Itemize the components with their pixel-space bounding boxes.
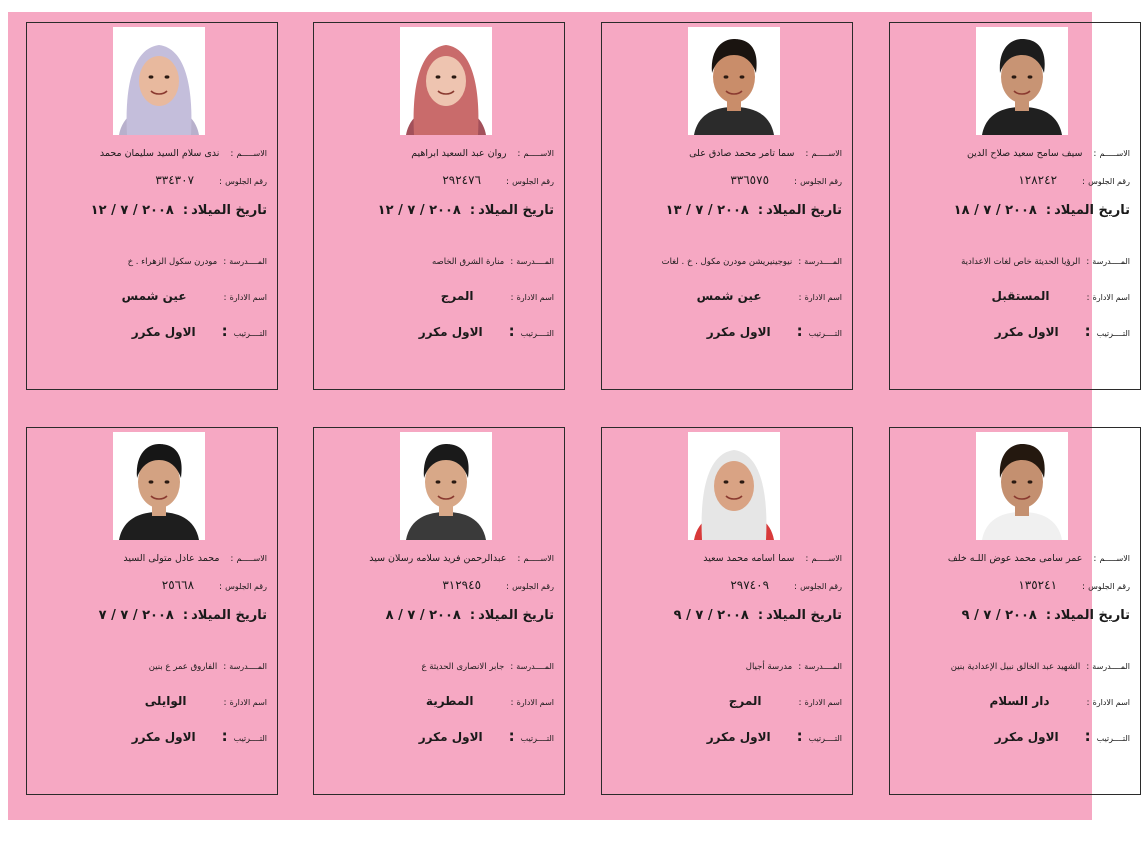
birth-date: ٢٠٠٨ / ٧ / ٩ [961, 608, 1037, 623]
rank-label: التــــرتيب [808, 734, 842, 743]
school-name: نيوجينيريشن مودرن مكول . خ . لغات [661, 257, 793, 267]
student-card-7 [313, 427, 565, 795]
seat-number: ١٣٥٢٤١ [1018, 578, 1058, 592]
portrait-graphic [400, 432, 492, 540]
birth-date: ٢٠٠٨ / ٧ / ٩ [673, 608, 749, 623]
admin-name: دار السلام [989, 694, 1050, 708]
rank-label: التــــرتيب [233, 329, 267, 338]
school-row: المــــدرسة:الشهيد عبد الخالق نبيل الإعدادية بنين [950, 662, 1130, 672]
rank-value: الاول مكرر [994, 730, 1059, 744]
admin-label: اسم الادارة [804, 698, 842, 707]
seat-number: ١٢٨٢٤٢ [1018, 173, 1058, 187]
seat-number: ٣٣٤٣٠٧ [155, 173, 195, 187]
admin-name: المستقبل [991, 289, 1050, 303]
seat-label: رقم الجلوس [800, 177, 842, 186]
seat-row: رقم الجلوس:٢٥٦٦٨ [161, 578, 267, 592]
school-name: مودرن سكول الزهراء . خ [127, 257, 218, 267]
rank-label: التــــرتيب [233, 734, 267, 743]
student-photo [976, 27, 1068, 135]
rank-value: الاول مكرر [418, 325, 483, 339]
seat-row: رقم الجلوس:٢٩٢٤٧٦ [442, 173, 554, 187]
rank-value: الاول مكرر [131, 325, 196, 339]
admin-name: عين شمس [696, 289, 762, 303]
rank-label: التــــرتيب [1096, 329, 1130, 338]
admin-label: اسم الادارة [1092, 293, 1130, 302]
certificate-sheet [8, 12, 1130, 820]
student-card-2 [601, 22, 853, 390]
name-label: الاســـــم [811, 149, 842, 158]
school-row: المــــدرسة:نيوجينيريشن مودرن مكول . خ . لغات [661, 257, 842, 267]
school-name: جابر الانصارى الحديثة ع [421, 662, 505, 672]
school-label: المــــدرسة [229, 662, 267, 671]
birth-row: تاريخ الميلاد:٢٠٠٨ / ٧ / ٩ [961, 608, 1130, 623]
rank-row: التــــرتيب:الاول مكرر [706, 727, 842, 745]
admin-row: اسم الادارة:دار السلام [989, 694, 1130, 708]
admin-name: عين شمس [121, 289, 187, 303]
admin-name: الوايلى [144, 694, 187, 708]
student-card-3 [313, 22, 565, 390]
name-row: الاســـــم:عمر سامى محمد عوض اللـه خلف [947, 553, 1130, 564]
seat-label: رقم الجلوس [512, 177, 554, 186]
name-row: الاســـــم:سيف سامح سعيد صلاح الدين [966, 148, 1130, 159]
birth-label: تاريخ الميلاد [1054, 203, 1130, 218]
school-label: المــــدرسة [516, 662, 554, 671]
name-row: الاســـــم:محمد عادل متولى السيد [123, 553, 267, 564]
school-name: منارة الشرق الخاصه [431, 257, 505, 267]
admin-label: اسم الادارة [229, 293, 267, 302]
portrait-graphic [113, 27, 205, 135]
portrait-graphic [113, 432, 205, 540]
admin-row: اسم الادارة:المرج [440, 289, 554, 303]
name-label: الاســـــم [1099, 554, 1130, 563]
rank-row: التــــرتيب:الاول مكرر [706, 322, 842, 340]
seat-number: ٢٩٧٤٠٩ [730, 578, 770, 592]
admin-name: المرج [440, 289, 474, 303]
student-card-5 [889, 427, 1141, 795]
birth-row: تاريخ الميلاد:٢٠٠٨ / ٧ / ٨ [385, 608, 554, 623]
school-label: المــــدرسة [804, 257, 842, 266]
seat-row: رقم الجلوس:١٢٨٢٤٢ [1018, 173, 1130, 187]
name-row: الاســـــم:روان عبد السعيد ابراهيم [411, 148, 554, 159]
birth-label: تاريخ الميلاد [191, 203, 267, 218]
seat-row: رقم الجلوس:٣٣٦٥٧٥ [730, 173, 842, 187]
birth-label: تاريخ الميلاد [478, 203, 554, 218]
student-name: عمر سامى محمد عوض اللـه خلف [947, 553, 1083, 564]
rank-value: الاول مكرر [418, 730, 483, 744]
seat-number: ٣٣٦٥٧٥ [730, 173, 770, 187]
portrait-graphic [688, 27, 780, 135]
school-row: المــــدرسة:جابر الانصارى الحديثة ع [421, 662, 554, 672]
birth-date: ٢٠٠٨ / ٧ / ١٢ [377, 203, 461, 218]
school-name: الشهيد عبد الخالق نبيل الإعدادية بنين [950, 662, 1081, 672]
seat-label: رقم الجلوس [1088, 582, 1130, 591]
seat-label: رقم الجلوس [1088, 177, 1130, 186]
seat-row: رقم الجلوس:٣٣٤٣٠٧ [155, 173, 267, 187]
student-photo [688, 432, 780, 540]
seat-number: ٢٩٢٤٧٦ [442, 173, 482, 187]
student-photo [976, 432, 1068, 540]
admin-row: اسم الادارة:عين شمس [696, 289, 842, 303]
rank-label: التــــرتيب [808, 329, 842, 338]
school-row: المــــدرسة:منارة الشرق الخاصه [431, 257, 554, 267]
portrait-graphic [400, 27, 492, 135]
seat-number: ٢٥٦٦٨ [161, 578, 195, 592]
student-card-1 [889, 22, 1141, 390]
birth-label: تاريخ الميلاد [1054, 608, 1130, 623]
birth-label: تاريخ الميلاد [766, 203, 842, 218]
birth-label: تاريخ الميلاد [766, 608, 842, 623]
rank-label: التــــرتيب [520, 734, 554, 743]
student-name: محمد عادل متولى السيد [123, 553, 220, 564]
name-row: الاســـــم:عبدالرحمن فريد سلامه رسلان سيد [369, 553, 554, 564]
birth-row: تاريخ الميلاد:٢٠٠٨ / ٧ / ١٣ [665, 203, 842, 218]
seat-label: رقم الجلوس [225, 177, 267, 186]
admin-label: اسم الادارة [516, 698, 554, 707]
birth-date: ٢٠٠٨ / ٧ / ١٨ [953, 203, 1037, 218]
birth-date: ٢٠٠٨ / ٧ / ١٣ [665, 203, 749, 218]
school-row: المــــدرسة:الفاروق عمر ع بنين [148, 662, 267, 672]
birth-row: تاريخ الميلاد:٢٠٠٨ / ٧ / ١٢ [377, 203, 554, 218]
student-name: عبدالرحمن فريد سلامه رسلان سيد [369, 553, 507, 564]
rank-label: التــــرتيب [1096, 734, 1130, 743]
name-row: الاســـــم:ندى سلام السيد سليمان محمد [99, 148, 267, 159]
portrait-graphic [976, 432, 1068, 540]
rank-row: التــــرتيب:الاول مكرر [994, 727, 1130, 745]
school-name: مدرسة أجيال [745, 662, 793, 672]
portrait-graphic [976, 27, 1068, 135]
school-name: الرؤيا الحديثة خاص لغات الاعدادية [961, 257, 1081, 267]
name-row: الاســـــم:سما اسامه محمد سعيد [703, 553, 842, 564]
birth-row: تاريخ الميلاد:٢٠٠٨ / ٧ / ٧ [98, 608, 267, 623]
rank-label: التــــرتيب [520, 329, 554, 338]
student-photo [113, 27, 205, 135]
name-label: الاســـــم [523, 149, 554, 158]
seat-label: رقم الجلوس [225, 582, 267, 591]
rank-row: التــــرتيب:الاول مكرر [418, 727, 554, 745]
admin-label: اسم الادارة [229, 698, 267, 707]
seat-label: رقم الجلوس [800, 582, 842, 591]
school-label: المــــدرسة [1092, 257, 1130, 266]
name-label: الاســـــم [236, 149, 267, 158]
student-card-6 [601, 427, 853, 795]
school-label: المــــدرسة [804, 662, 842, 671]
school-label: المــــدرسة [229, 257, 267, 266]
birth-date: ٢٠٠٨ / ٧ / ٧ [98, 608, 174, 623]
admin-label: اسم الادارة [516, 293, 554, 302]
student-photo [400, 432, 492, 540]
rank-value: الاول مكرر [131, 730, 196, 744]
name-label: الاســـــم [523, 554, 554, 563]
rank-row: التــــرتيب:الاول مكرر [994, 322, 1130, 340]
student-name: روان عبد السعيد ابراهيم [411, 148, 507, 159]
admin-row: اسم الادارة:المستقبل [991, 289, 1130, 303]
school-label: المــــدرسة [1092, 662, 1130, 671]
student-name: ندى سلام السيد سليمان محمد [99, 148, 220, 159]
name-label: الاســـــم [1099, 149, 1130, 158]
admin-row: اسم الادارة:المطرية [425, 694, 554, 708]
birth-date: ٢٠٠٨ / ٧ / ٨ [385, 608, 461, 623]
student-photo [688, 27, 780, 135]
school-row: المــــدرسة:مودرن سكول الزهراء . خ [127, 257, 267, 267]
admin-label: اسم الادارة [804, 293, 842, 302]
school-row: المــــدرسة:الرؤيا الحديثة خاص لغات الاعدادية [961, 257, 1130, 267]
birth-label: تاريخ الميلاد [191, 608, 267, 623]
seat-row: رقم الجلوس:٢٩٧٤٠٩ [730, 578, 842, 592]
birth-date: ٢٠٠٨ / ٧ / ١٢ [90, 203, 174, 218]
rank-row: التــــرتيب:الاول مكرر [418, 322, 554, 340]
rank-row: التــــرتيب:الاول مكرر [131, 322, 267, 340]
school-name: الفاروق عمر ع بنين [148, 662, 218, 672]
admin-label: اسم الادارة [1092, 698, 1130, 707]
seat-label: رقم الجلوس [512, 582, 554, 591]
student-name: سما اسامه محمد سعيد [703, 553, 795, 564]
admin-name: المطرية [425, 694, 474, 708]
seat-number: ٣١٢٩٤٥ [442, 578, 482, 592]
student-name: سما تامر محمد صادق على [689, 148, 795, 159]
birth-row: تاريخ الميلاد:٢٠٠٨ / ٧ / ٩ [673, 608, 842, 623]
rank-value: الاول مكرر [706, 325, 771, 339]
seat-row: رقم الجلوس:٣١٢٩٤٥ [442, 578, 554, 592]
admin-row: اسم الادارة:المرج [728, 694, 842, 708]
name-row: الاســـــم:سما تامر محمد صادق على [689, 148, 842, 159]
student-photo [113, 432, 205, 540]
student-photo [400, 27, 492, 135]
student-card-8 [26, 427, 278, 795]
rank-row: التــــرتيب:الاول مكرر [131, 727, 267, 745]
student-name: سيف سامح سعيد صلاح الدين [966, 148, 1083, 159]
name-label: الاســـــم [811, 554, 842, 563]
birth-row: تاريخ الميلاد:٢٠٠٨ / ٧ / ١٢ [90, 203, 267, 218]
admin-row: اسم الادارة:الوايلى [144, 694, 267, 708]
admin-row: اسم الادارة:عين شمس [121, 289, 267, 303]
birth-label: تاريخ الميلاد [478, 608, 554, 623]
name-label: الاســـــم [236, 554, 267, 563]
school-label: المــــدرسة [516, 257, 554, 266]
student-card-4 [26, 22, 278, 390]
seat-row: رقم الجلوس:١٣٥٢٤١ [1018, 578, 1130, 592]
birth-row: تاريخ الميلاد:٢٠٠٨ / ٧ / ١٨ [953, 203, 1130, 218]
portrait-graphic [688, 432, 780, 540]
school-row: المــــدرسة:مدرسة أجيال [745, 662, 842, 672]
admin-name: المرج [728, 694, 762, 708]
rank-value: الاول مكرر [706, 730, 771, 744]
rank-value: الاول مكرر [994, 325, 1059, 339]
